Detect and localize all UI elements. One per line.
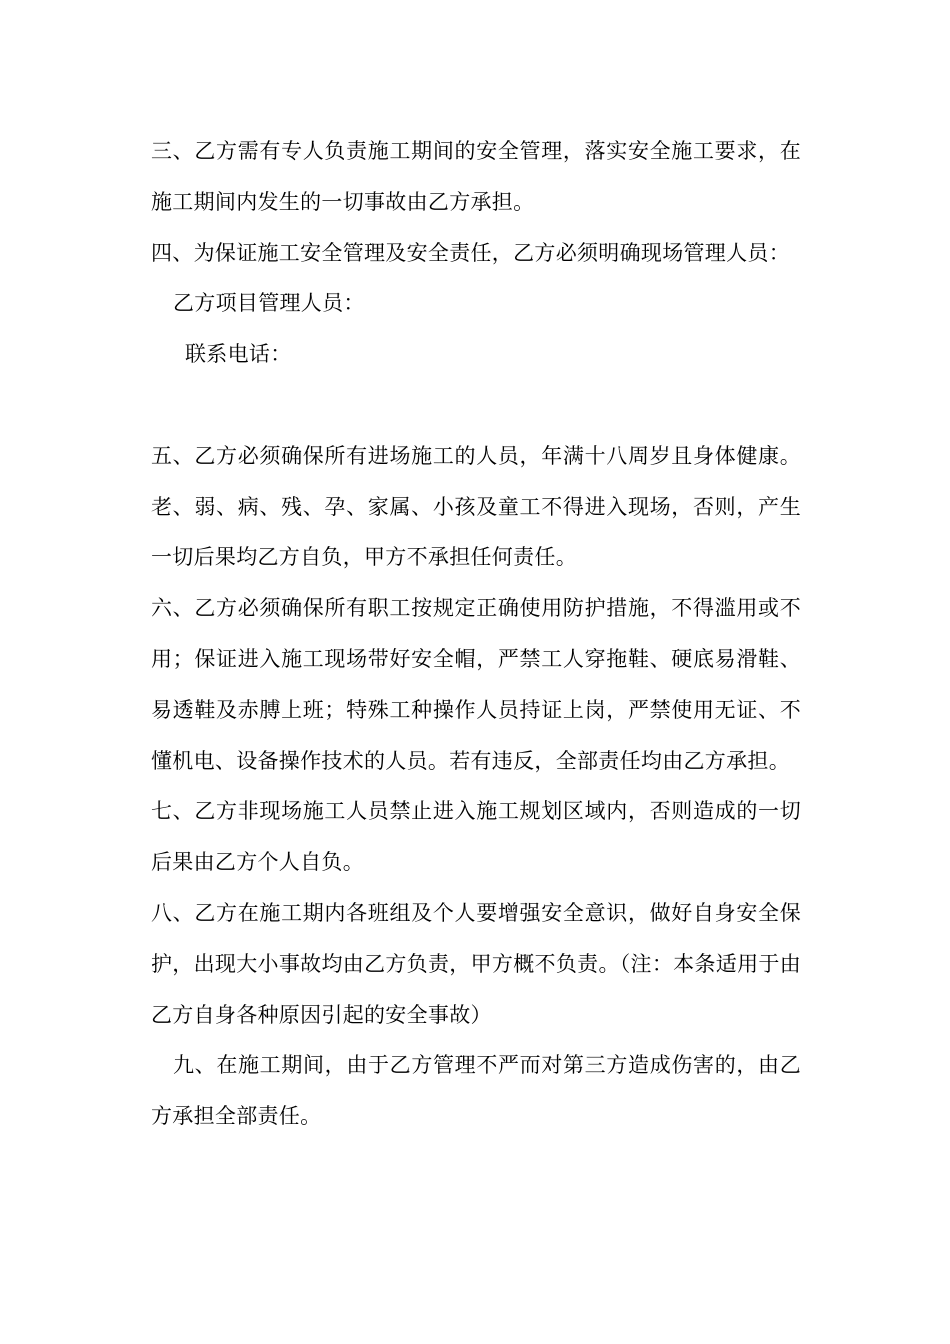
clause-5: 五、乙方必须确保所有进场施工的人员，年满十八周岁且身体健康。老、弱、病、残、孕、家属、小孩及童工不得进入现场，否则，产生一切后果均乙方自负，甲方不承担任何责任。	[151, 443, 801, 570]
clause-4: 四、为保证施工安全管理及安全责任，乙方必须明确现场管理人员：	[151, 240, 790, 265]
blank-line	[151, 380, 801, 431]
project-manager-label: 乙方项目管理人员：	[173, 291, 365, 316]
clause-6: 六、乙方必须确保所有职工按规定正确使用防护措施，不得滥用或不用；保证进入施工现场带好安全帽，严禁工人穿拖鞋、硬底易滑鞋、易透鞋及赤膊上班；特殊工种操作人员持证上岗，严禁使用无证、不懂机电、设备操作技术的人员。若有违反，全部责任均由乙方承担。	[151, 596, 801, 773]
clause-9: 九、在施工期间，由于乙方管理不严而对第三方造成伤害的，由乙方承担全部责任。	[151, 1053, 801, 1129]
clause-8: 八、乙方在施工期内各班组及个人要增强安全意识，做好自身安全保护，出现大小事故均由乙方负责，甲方概不负责。（注：本条适用于由乙方自身各种原因引起的安全事故）	[151, 900, 801, 1027]
clause-7: 七、乙方非现场施工人员禁止进入施工规划区域内，否则造成的一切后果由乙方个人自负。	[151, 799, 801, 875]
clause-3: 三、乙方需有专人负责施工期间的安全管理，落实安全施工要求，在施工期间内发生的一切事故由乙方承担。	[151, 139, 801, 214]
document-body	[151, 126, 801, 1142]
contact-phone-label: 联系电话：	[185, 342, 292, 367]
